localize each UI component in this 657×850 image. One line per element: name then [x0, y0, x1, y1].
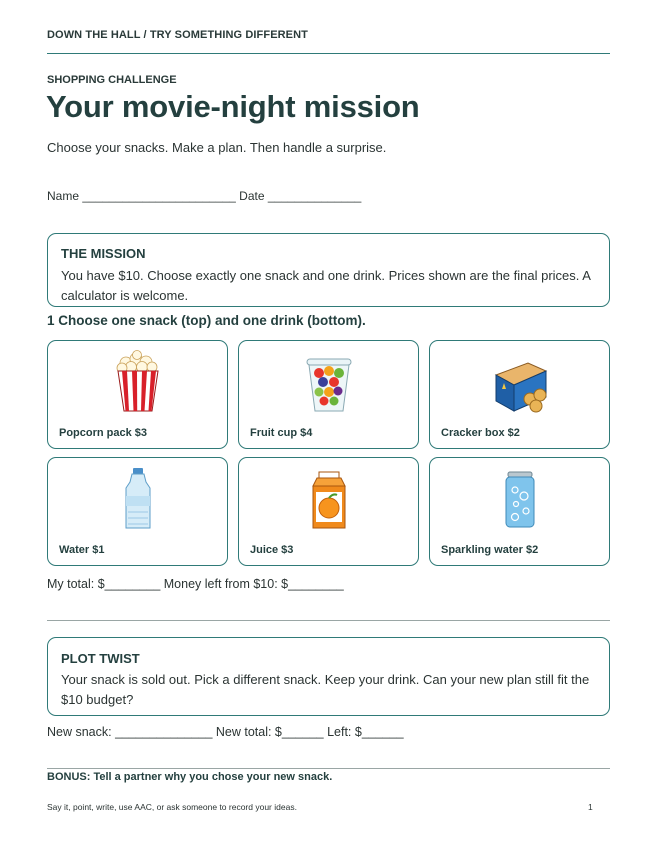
- drink-label: Sparkling water $2: [441, 544, 539, 556]
- snack-card-cracker-box[interactable]: [429, 340, 610, 449]
- drink-label: Water $1: [59, 544, 105, 556]
- page-title: Your movie-night mission: [46, 89, 420, 124]
- cracker-box-icon: [488, 349, 552, 415]
- mission-text: You have $10. Choose exactly one snack and one drink. Prices shown are the final prices. A calculator is welcome.: [61, 268, 591, 303]
- section-eyebrow: SHOPPING CHALLENGE: [47, 74, 177, 86]
- footer-divider: [47, 768, 610, 769]
- snack-label: Fruit cup $4: [250, 427, 313, 439]
- bonus-prompt: BONUS: Tell a partner why you chose your new snack.: [47, 771, 333, 783]
- juice-carton-icon: [297, 466, 361, 532]
- snack-label: Cracker box $2: [441, 427, 520, 439]
- page-number: 1: [588, 802, 593, 812]
- popcorn-icon: [106, 349, 170, 415]
- drink-label: Juice $3: [250, 544, 294, 556]
- plot-twist-box: [47, 637, 610, 716]
- step-1-heading: 1 Choose one snack (top) and one drink (bottom).: [47, 313, 366, 328]
- snack-card-popcorn[interactable]: [47, 340, 228, 449]
- mission-heading: THE MISSION: [61, 246, 146, 261]
- new-snack-line: New snack: ______________ New total: $______ Left: $______: [47, 725, 404, 739]
- sparkling-can-icon: [488, 466, 552, 532]
- mission-box: [47, 233, 610, 307]
- plot-twist-text: Your snack is sold out. Pick a different snack. Keep your drink. Can your new plan still fit the $10 budget?: [61, 672, 590, 707]
- totals-line: My total: $________ Money left from $10: $________: [47, 577, 344, 591]
- breadcrumb: DOWN THE HALL / TRY SOMETHING DIFFERENT: [47, 29, 308, 41]
- name-date-line: Name _______________________ Date ______________: [47, 189, 362, 203]
- footer-note: Say it, point, write, use AAC, or ask someone to record your ideas.: [47, 802, 297, 812]
- section-divider: [47, 620, 610, 621]
- drink-card-juice[interactable]: [238, 457, 419, 566]
- fruit-cup-icon: [297, 349, 361, 415]
- snack-label: Popcorn pack $3: [59, 427, 148, 439]
- snack-card-fruit-cup[interactable]: [238, 340, 419, 449]
- drink-card-water[interactable]: [47, 457, 228, 566]
- water-bottle-icon: [106, 466, 170, 532]
- intro-text: Choose your snacks. Make a plan. Then handle a surprise.: [47, 140, 387, 155]
- drink-card-sparkling-water[interactable]: [429, 457, 610, 566]
- header-divider: [47, 53, 610, 54]
- plot-twist-heading: PLOT TWIST: [61, 651, 140, 666]
